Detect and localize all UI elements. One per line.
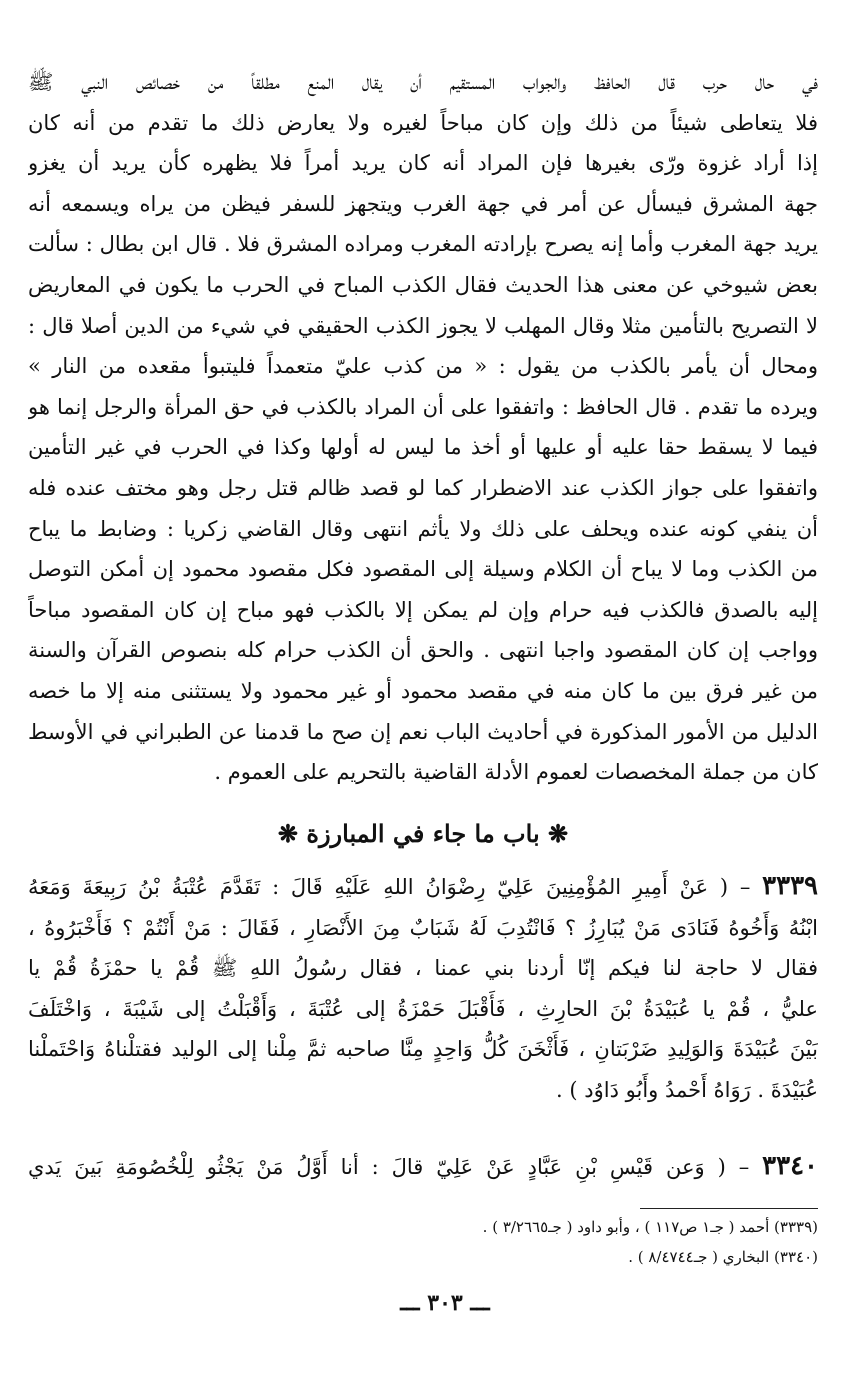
- text-line: لا التصريح بالتأمين مثلا وقال المهلب لا يجوز الكذب الحقيقي في شيء من الدين أصلا قال :: [28, 313, 818, 338]
- hadith-text: – ( عَنْ أَمِيرِ المُؤْمِنِينَ عَلِيّ رِضْوَانُ اللهِ عَلَيْهِ قَالَ : تَقَدَّمَ عُتْبَةُ بْنُ رَبِيعَةَ وَمَعَهُ: [28, 875, 751, 899]
- hadith-line: بَيْنَ عُبَيْدَةَ وَالوَلِيدِ ضَرْبَتانِ ، فَأَثْخَنَ كُلُّ وَاحِدٍ مِنَّا صاحبه ثمَّ مِلْنا إلى الوليد فقتلْناهُ وَاحْتَملْنا: [28, 1037, 818, 1062]
- text-line: وواجب إن كان المقصود واجبا انتهى . والحق أن الكذب حرام كله بنصوص القرآن والسنة: [28, 638, 818, 663]
- hadith-text: – ( وَعن قَيْسِ بْنِ عَبَّادٍ عَنْ عَلِيّ قالَ : أنا أَوَّلُ مَنْ يَجْثُو لِلْخُصُومَةِ بَينَ يَدي: [28, 1155, 750, 1179]
- hadith-line: [28, 866, 818, 908]
- hadith-line: عليُّ ، قُمْ يا عُبَيْدَةُ بْنَ الحارِثِ ، فَأَقْبَلَ حَمْزَةُ إلى عُتْبَةَ ، وَأَقْبَلْتُ إلى شَيْبَةَ ، وَاخْتَلَفَ: [28, 996, 818, 1021]
- text-line: الدليل من الأمور المذكورة في أحاديث الباب نعم إن صح ما قدمنا عن الطبراني في الأوسط: [28, 719, 818, 744]
- footnote: (٣٣٤٠) البخاري ( جـ٨/٤٧٤٤ ) .: [628, 1248, 818, 1266]
- hadith-line: عُبَيْدَةَ . رَوَاهُ أَحْمدُ وأَبُو دَاوُد ) .: [556, 1077, 818, 1102]
- text-line: بعض شيوخي عن معنى هذا الحديث فقال الكذب المباح في الحرب ما يكون في المعاريض: [28, 272, 818, 297]
- footnote-divider: [640, 1208, 818, 1209]
- text-line: فيما لا يسقط حقا عليه أو عليها أو أخذ ما ليس له أولها وكذا في الحرب في غير التأمين: [28, 435, 818, 460]
- text-line: ومحال أن يأمر بالكذب من يقول : « من كذب عليّ متعمداً فليتبوأ مقعده من النار »: [28, 354, 818, 379]
- text-line: من غير فرق بين ما كان منه في مقصد محمود أو غير محمود ولا يستثنى منه إلا ما خصه: [28, 678, 818, 703]
- section-heading: ❋ باب ما جاء في المبارزة ❋: [277, 819, 569, 848]
- commentary-text: [28, 62, 818, 793]
- hadith-number: ٣٣٣٩: [762, 871, 818, 901]
- text-line: في حال حرب قال الحافظ والجواب المستقيم أن يقال المنع مطلقاً من خصائص النبي ﷺ: [28, 70, 818, 94]
- hadith-number: ٣٣٤٠: [762, 1151, 818, 1181]
- footnotes: [28, 1212, 818, 1272]
- footnote: (٣٣٣٩) أحمد ( جـ١ ص١١٧ ) ، وأبو داود ( جـ٣/٢٦٦٥ ) .: [482, 1218, 818, 1236]
- page-number: ـــ ٣٠٣ ـــ: [400, 1290, 490, 1316]
- hadith-line: ابْنُهُ وَأَخُوهُ فَنَادَى مَنْ يُبَارِزُ ؟ فَانْتُدِبَ لَهُ شَبَابٌ مِنَ الأَنْصَارِ ، فَقَالَ : مَنْ أَنْتُمْ ؟ فَأَخْبَرُوهُ ،: [28, 915, 818, 940]
- text-line: يريد جهة المغرب وأما إنه يصرح بإرادته المغرب ومراده المشرق فلا . قال ابن بطال : سألت: [28, 232, 818, 257]
- text-line: أن ينفي كونه عنده ويحلف على ذلك ولا يأثم انتهى وقال القاضي زكريا : وضابط ما يباح: [28, 516, 818, 541]
- hadith-line: فقال لا حاجة لنا فيكم إنّا أردنا بني عمنا ، فقال رسُولُ اللهِ ﷺ قُمْ يا حمْزَةُ قُمْ يا: [28, 956, 818, 981]
- hadith-entry: [28, 866, 818, 1111]
- hadith-entry: [28, 1146, 818, 1188]
- text-line: ويرده ما تقدم . قال الحافظ : واتفقوا على أن المراد بالكذب في حق المرأة والرجل إنما هو: [28, 394, 818, 419]
- text-line: فلا يتعاطى شيئاً من ذلك وإن كان مباحاً لغيره ولا يعارض ذلك ما تقدم من أنه كان: [28, 110, 818, 135]
- text-line: إذا أراد غزوة ورّى بغيرها فإن المراد أنه كان يريد أمراً فلا يظهره كأن يريد أن يغزو: [28, 151, 818, 176]
- text-line: كان من جملة المخصصات لعموم الأدلة القاضية بالتحريم على العموم .: [214, 760, 818, 785]
- text-line: إليه بالصدق فالكذب فيه حرام وإن لم يمكن إلا بالكذب فهو مباح إن كان المقصود مباحاً: [28, 597, 818, 622]
- text-line: جهة المشرق فيسأل عن أمر في جهة الغرب ويتجهز للسفر فيظن من يراه ويسمعه أنه: [28, 191, 818, 216]
- text-line: من الكذب وما لا يباح أن الكلام وسيلة إلى المقصود فكل مقصود محمود إن أمكن التوصل: [28, 557, 818, 582]
- hadith-line: [28, 1146, 818, 1188]
- text-line: واتفقوا على جواز الكذب عند الاضطرار كما لو قصد ظالم قتل رجل وهو مختف عنده فله: [28, 475, 818, 500]
